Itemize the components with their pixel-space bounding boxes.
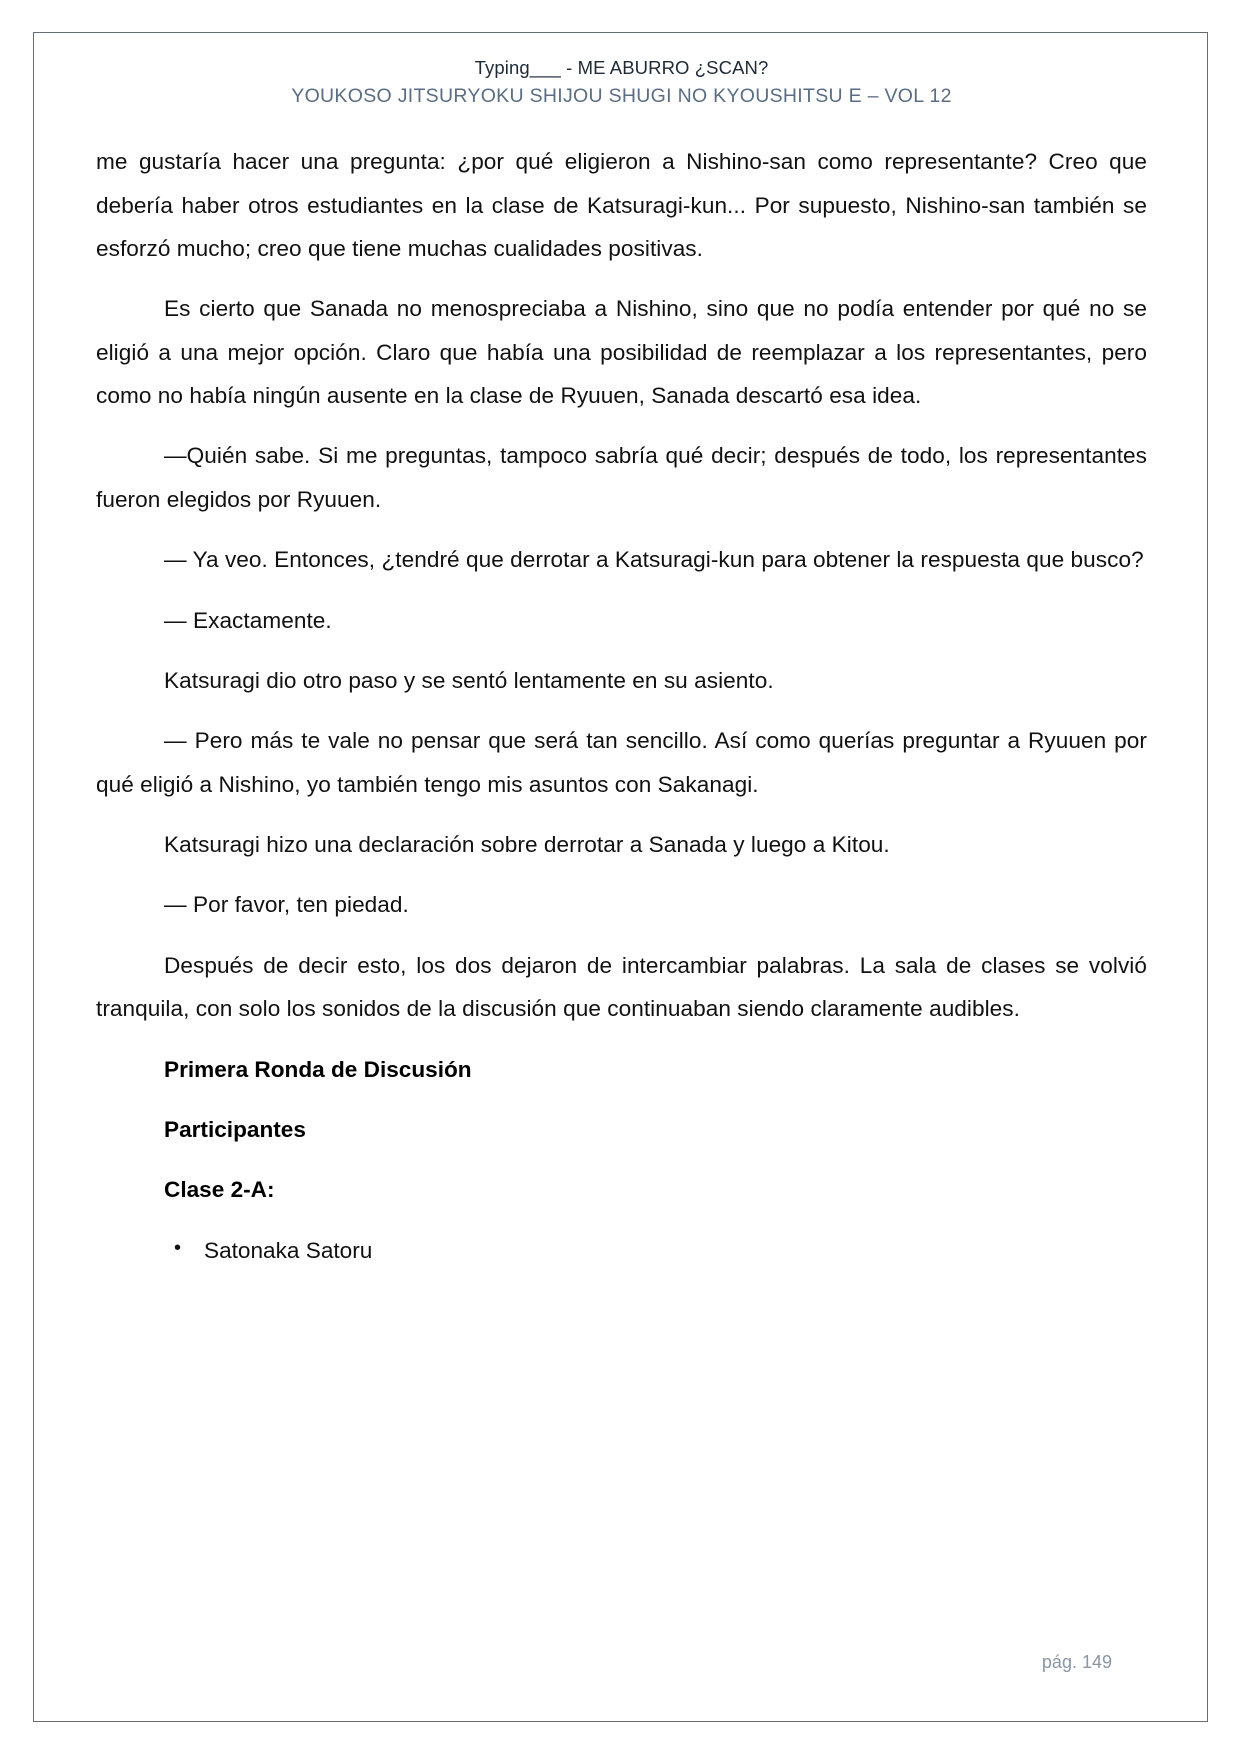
page-number-footer: pág. 149	[1041, 1652, 1112, 1672]
list-item-label: Satonaka Satoru	[204, 1237, 373, 1263]
document-body	[96, 140, 1147, 1272]
paragraph-10: Después de decir esto, los dos dejaron de intercambiar palabras. La sala de clases se volvió tranquila, con solo los sonidos de la discusión que continuaban siendo claramente audibles.	[96, 952, 1147, 1022]
section-heading-clase-2a: Clase 2-A:	[164, 1177, 275, 1203]
paragraph-6: Katsuragi dio otro paso y se sentó lentamente en su asiento.	[164, 667, 774, 693]
paragraph-3: —Quién sabe. Si me preguntas, tampoco sabría qué decir; después de todo, los representantes fueron elegidos por Ryuuen.	[96, 443, 1147, 512]
section-heading-primera-ronda: Primera Ronda de Discusión	[164, 1056, 472, 1082]
paragraph-2: Es cierto que Sanada no menospreciaba a Nishino, sino que no podía entender por qué no se eligió a una mejor opción. Claro que había una posibilidad de reemplazar a los representantes, pero como no había ningún ausente en la clase de Ryuuen, Sanada descartó esa idea.	[96, 296, 1147, 409]
paragraph-1: me gustaría hacer una pregunta: ¿por qué eligieron a Nishino-san como representante? Creo que debería haber otros estudiantes en la clase de Katsuragi-kun... Por supuesto, Nishino-san también se esforzó mucho; creo que tiene muchas cualidades positivas.	[96, 149, 1147, 261]
paragraph-9: — Por favor, ten piedad.	[164, 892, 409, 918]
header-subtitle-line: YOUKOSO JITSURYOKU SHIJOU SHUGI NO KYOUSHITSU E – VOL 12	[291, 84, 952, 107]
paragraph-8: Katsuragi hizo una declaración sobre derrotar a Sanada y luego a Kitou.	[164, 832, 890, 858]
paragraph-5: — Exactamente.	[164, 607, 332, 633]
list-item	[174, 1229, 1147, 1272]
participant-list	[96, 1229, 1147, 1272]
paragraph-4: — Ya veo. Entonces, ¿tendré que derrotar a Katsuragi-kun para obtener la respuesta que busco?	[164, 547, 1144, 573]
page-frame	[33, 32, 1208, 1722]
page-content	[96, 55, 1147, 1695]
section-heading-participantes: Participantes	[164, 1116, 306, 1142]
paragraph-7: — Pero más te vale no pensar que será tan sencillo. Así como querías preguntar a Ryuuen por qué eligió a Nishino, yo también tengo mis asuntos con Sakanagi.	[96, 728, 1147, 797]
header-title-line: Typing___ - ME ABURRO ¿SCAN?	[474, 57, 769, 78]
document-header	[96, 55, 1147, 110]
bullet-icon: •	[174, 1236, 182, 1259]
